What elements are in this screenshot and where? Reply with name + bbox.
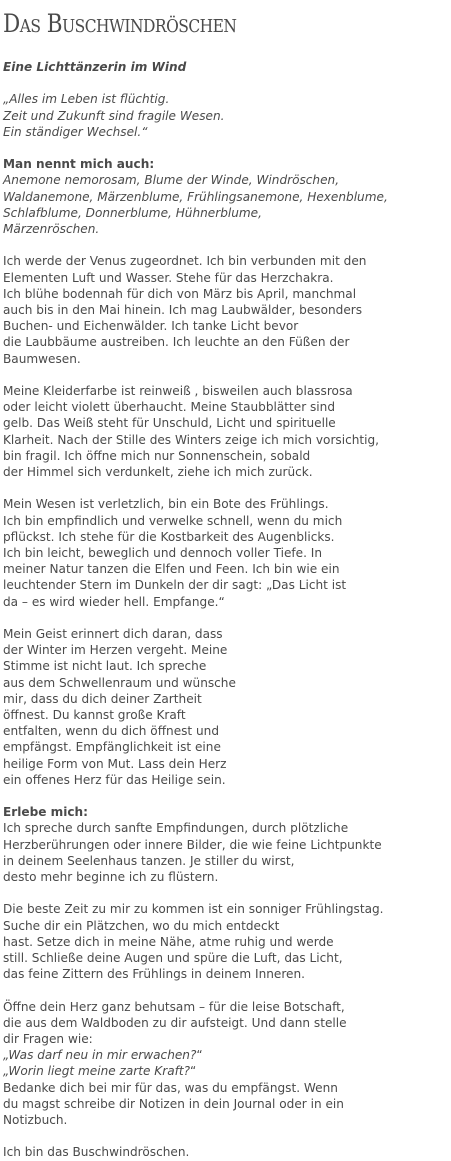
paragraph-line: da – es wird wieder hell. Empfange.“ [3, 594, 225, 609]
paragraph-line: desto mehr beginne ich zu flüstern. [3, 870, 219, 885]
paragraph-line: Mein Wesen ist verletzlich, bin ein Bote des Frühlings. [3, 497, 329, 512]
paragraph-line: Mein Geist erinnert dich daran, dass [3, 627, 223, 642]
paragraph-line: du magst schreibe dir Notizen in dein Journal oder in ein [3, 1096, 344, 1111]
paragraph-line: Bedanke dich bei mir für das, was du empfängst. Wenn [3, 1080, 338, 1095]
paragraph-line: Ich spreche durch sanfte Empfindungen, durch plötzliche [3, 821, 349, 836]
spacer [3, 44, 449, 59]
paragraph-line: ein offenes Herz für das Heilige sein. [3, 772, 226, 787]
paragraph-line: entfalten, wenn du dich öffnest und [3, 724, 220, 739]
paragraph-questions [3, 999, 449, 1129]
paragraph-spirit [3, 626, 449, 788]
paragraph-line: Ich werde der Venus zugeordnet. Ich bin verbunden mit den [3, 254, 367, 269]
paragraph-line: der Winter im Herzen vergeht. Meine [3, 643, 228, 658]
question-close-quote: “ [196, 1048, 203, 1063]
paragraph-line: pflückst. Ich stehe für die Kostbarkeit des Augenblicks. [3, 529, 335, 544]
paragraph-line: Ich bin empfindlich und verwelke schnell, wenn du mich [3, 513, 343, 528]
paragraph-line: Stimme ist nicht laut. Ich spreche [3, 659, 207, 674]
paragraph-line: das feine Zittern des Frühlings in deinem Inneren. [3, 967, 305, 982]
spacer [3, 982, 449, 998]
paragraph-line: in deinem Seelenhaus tanzen. Je stiller du wirst, [3, 853, 295, 868]
quote-line: Zeit und Zukunft sind fragile Wesen. [3, 108, 225, 123]
quote [3, 91, 449, 140]
page-title: Das Buschwindröschen [3, 9, 237, 38]
paragraph-line: dir Fragen wie: [3, 1032, 93, 1047]
paragraph-line: still. Schließe deine Augen und spüre die Luft, das Licht, [3, 951, 343, 966]
experience-section [3, 804, 449, 885]
paragraph-line: Ich bin leicht, beweglich und dennoch voller Tiefe. In [3, 546, 323, 561]
paragraph-nature [3, 496, 449, 609]
paragraph-line: Öffne dein Herz ganz behutsam – für die leise Botschaft, [3, 999, 345, 1014]
paragraph-line: oder leicht violett überhaucht. Meine Staubblätter sind [3, 400, 336, 415]
paragraph-line: heilige Form von Mut. Lass dein Herz [3, 756, 227, 771]
question-line [3, 1063, 449, 1079]
spacer [3, 75, 449, 91]
closing-line: Ich bin das Buschwindröschen. [3, 1145, 190, 1160]
paragraph-best-time [3, 901, 449, 982]
question-line [3, 1047, 449, 1063]
spacer [3, 885, 449, 901]
spacer [3, 480, 449, 496]
experience-heading: Erlebe mich: [3, 805, 89, 820]
names-line: Schlafblume, Donnerblume, Hühnerblume, [3, 205, 262, 220]
spacer [3, 788, 449, 804]
question-text: „Worin liegt meine zarte Kraft? [3, 1064, 191, 1079]
paragraph-venus [3, 253, 449, 366]
spacer [3, 237, 449, 253]
paragraph-line: öffnest. Du kannst große Kraft [3, 708, 186, 723]
names-section [3, 156, 449, 237]
paragraph-color [3, 383, 449, 480]
paragraph-line: mir, dass du dich deiner Zartheit [3, 691, 202, 706]
quote-line: Ein ständiger Wechsel.“ [3, 124, 148, 139]
names-heading: Man nennt mich auch: [3, 157, 155, 172]
paragraph-line: leuchtender Stern im Dunkeln der dir sagt: „Das Licht ist [3, 578, 347, 593]
spacer [3, 140, 449, 156]
paragraph-line: Suche dir ein Plätzchen, wo du mich entdeckt [3, 918, 280, 933]
paragraph-line: Ich blühe bodennah für dich von März bis April, manchmal [3, 286, 357, 301]
paragraph-line: Klarheit. Nach der Stille des Winters zeige ich mich vorsichtig, [3, 432, 380, 447]
paragraph-line: hast. Setze dich in meine Nähe, atme ruhig und werde [3, 934, 334, 949]
names-line: Märzenröschen. [3, 222, 100, 236]
names-line: Anemone nemorosam, Blume der Winde, Windröschen, [3, 173, 340, 188]
question-close-quote: “ [190, 1064, 197, 1079]
paragraph-line: der Himmel sich verdunkelt, ziehe ich mich zurück. [3, 465, 313, 480]
question-text: „Was darf neu in mir erwachen? [3, 1048, 197, 1063]
paragraph-line: Meine Kleiderfarbe ist reinweiß , bisweilen auch blassrosa [3, 384, 353, 398]
paragraph-line: die Laubbäume austreiben. Ich leuchte an den Füßen der [3, 335, 350, 350]
paragraph-line: Baumwesen. [3, 351, 81, 366]
quote-line: „Alles im Leben ist flüchtig. [3, 92, 170, 107]
document [3, 0, 449, 1161]
paragraph-line: Herzberührungen oder innere Bilder, die wie feine Lichtpunkte [3, 837, 382, 852]
paragraph-line: Die beste Zeit zu mir zu kommen ist ein sonniger Frühlingstag. [3, 902, 384, 917]
paragraph-line: Notizbuch. [3, 1113, 68, 1128]
spacer [3, 610, 449, 626]
paragraph-line: bin fragil. Ich öffne mich nur Sonnenschein, sobald [3, 448, 311, 463]
subtitle: Eine Lichttänzerin im Wind [3, 60, 187, 74]
spacer [3, 367, 449, 383]
paragraph-line: Elementen Luft und Wasser. Stehe für das Herzchakra. [3, 270, 334, 285]
paragraph-line: auch bis in den Mai hinein. Ich mag Laubwälder, besonders [3, 303, 363, 317]
paragraph-line: aus dem Schwellenraum und wünsche [3, 675, 236, 690]
paragraph-line: Buchen- und Eichenwälder. Ich tanke Licht bevor [3, 319, 299, 334]
paragraph-line: die aus dem Waldboden zu dir aufsteigt. Und dann stelle [3, 1015, 347, 1030]
paragraph-line: empfängst. Empfänglichkeit ist eine [3, 740, 221, 755]
names-line: Waldanemone, Märzenblume, Frühlingsanemone, Hexenblume, [3, 189, 388, 204]
paragraph-line: gelb. Das Weiß steht für Unschuld, Licht und spirituelle [3, 416, 336, 431]
spacer [3, 1128, 449, 1144]
paragraph-line: meiner Natur tanzen die Elfen und Feen. Ich bin wie ein [3, 562, 340, 577]
